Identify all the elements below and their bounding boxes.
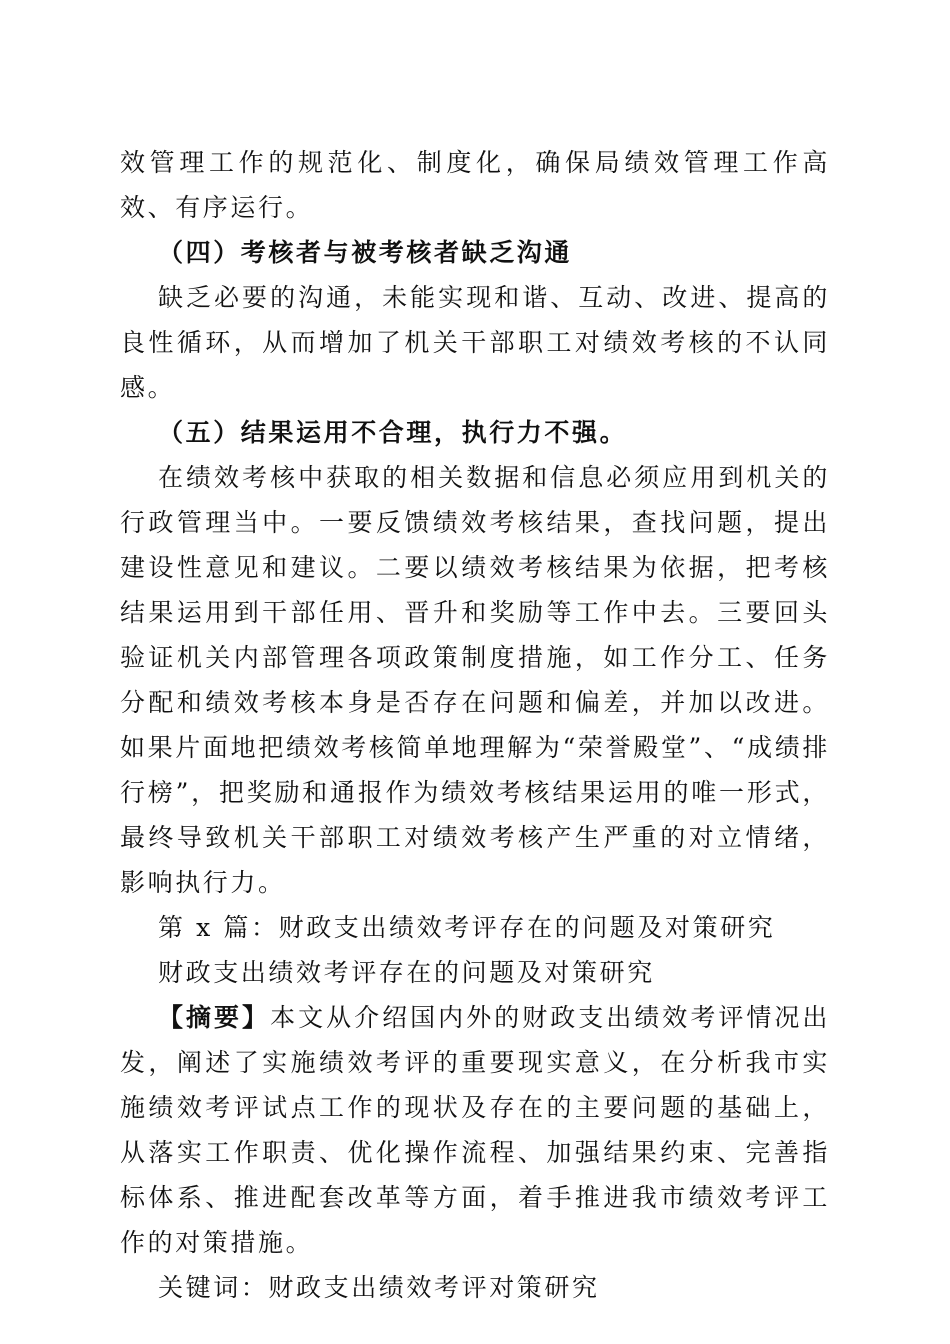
paragraph-continuation: 效管理工作的规范化、制度化，确保局绩效管理工作高效、有序运行。: [120, 148, 830, 222]
abstract-label: 【摘要】: [158, 1003, 271, 1032]
paragraph-communication: 缺乏必要的沟通，未能实现和谐、互动、改进、提高的良性循环，从而增加了机关干部职工对绩效考核的不认同感。: [120, 283, 830, 402]
document-body: [120, 140, 830, 1310]
keywords-line: 关键词：财政支出绩效考评对策研究: [158, 1273, 600, 1302]
section-heading-4: （四）考核者与被考核者缺乏沟通: [158, 238, 573, 267]
chapter-title: 第 x 篇：财政支出绩效考评存在的问题及对策研究: [158, 913, 776, 942]
section-heading-5: （五）结果运用不合理，执行力不强。: [158, 418, 628, 447]
abstract-paragraph: [120, 995, 830, 1265]
paragraph-results-usage: 在绩效考核中获取的相关数据和信息必须应用到机关的行政管理当中。一要反馈绩效考核结果，查找问题，提出建设性意见和建议。二要以绩效考核结果为依据，把考核结果运用到干部任用、晋升和奖励等工作中去。三要回头验证机关内部管理各项政策制度措施，如工作分工、任务分配和绩效考核本身是否存在问题和偏差，并加以改进。如果片面地把绩效考核简单地理解为“荣誉殿堂”、“成绩排行榜”，把奖励和通报作为绩效考核结果运用的唯一形式，最终导致机关干部职工对绩效考核产生严重的对立情绪，影响执行力。: [120, 463, 830, 897]
abstract-text: 本文从介绍国内外的财政支出绩效考评情况出发，阐述了实施绩效考评的重要现实意义，在分析我市实施绩效考评试点工作的现状及存在的主要问题的基础上，从落实工作职责、优化操作流程、加强结果约束、完善指标体系、推进配套改革等方面，着手推进我市绩效考评工作的对策措施。: [120, 1003, 830, 1257]
article-title: 财政支出绩效考评存在的问题及对策研究: [158, 958, 655, 987]
